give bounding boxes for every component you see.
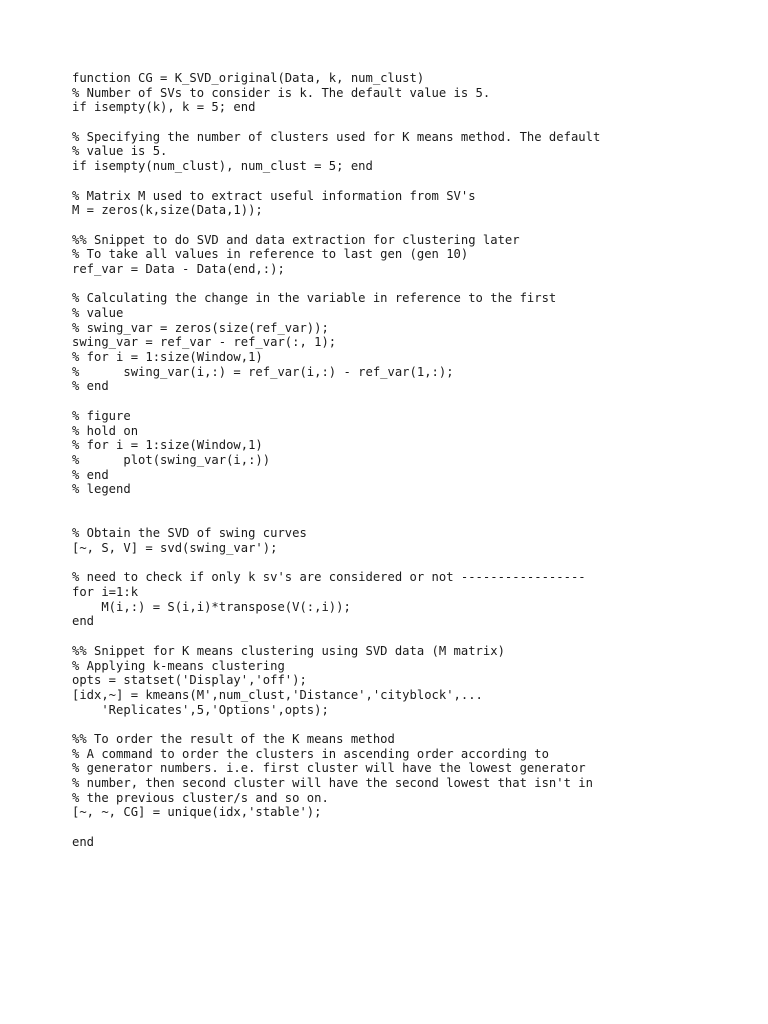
code-line <box>72 820 752 835</box>
code-line <box>72 556 752 571</box>
code-line: % Calculating the change in the variable in reference to the first <box>72 291 557 306</box>
code-line: % for i = 1:size(Window,1) <box>72 350 263 365</box>
code-line: swing_var = ref_var - ref_var(:, 1); <box>72 335 337 350</box>
code-line: if isempty(num_clust), num_clust = 5; end <box>72 159 373 174</box>
code-line: opts = statset('Display','off'); <box>72 673 307 688</box>
code-line: for i=1:k <box>72 585 139 600</box>
code-line: % Obtain the SVD of swing curves <box>72 526 307 541</box>
code-line <box>72 512 752 527</box>
code-line <box>72 717 752 732</box>
code-line: % Applying k-means clustering <box>72 658 285 673</box>
code-line: % value is 5. <box>72 144 168 159</box>
code-line <box>72 629 752 644</box>
code-line <box>72 277 752 292</box>
code-line: % for i = 1:size(Window,1) <box>72 438 263 453</box>
code-line <box>72 218 752 233</box>
code-line <box>72 174 752 189</box>
code-line: % number, then second cluster will have the second lowest that isn't in <box>72 776 593 790</box>
code-line <box>72 394 752 409</box>
code-line: % Specifying the number of clusters used for K means method. The default <box>72 129 601 144</box>
code-line: % To take all values in reference to last gen (gen 10) <box>72 247 469 262</box>
code-line: % Number of SVs to consider is k. The default value is 5. <box>72 85 491 100</box>
code-line: % the previous cluster/s and so on. <box>72 790 329 805</box>
code-line: if isempty(k), k = 5; end <box>72 100 256 115</box>
code-line: [~, S, V] = svd(swing_var'); <box>72 541 278 555</box>
code-line: % figure <box>72 408 131 423</box>
code-line: function CG = K_SVD_original(Data, k, num_clust) <box>72 71 425 85</box>
code-line: [~, ~, CG] = unique(idx,'stable'); <box>72 805 322 820</box>
code-line: % A command to order the clusters in ascending order according to <box>72 746 549 761</box>
code-line: % plot(swing_var(i,:)) <box>72 452 271 467</box>
code-line <box>72 115 752 130</box>
code-line: % generator numbers. i.e. first cluster will have the lowest generator <box>72 761 586 776</box>
code-line: M = zeros(k,size(Data,1)); <box>72 203 263 218</box>
code-line: 'Replicates',5,'Options',opts); <box>72 702 329 717</box>
code-line: end <box>72 614 95 629</box>
code-line <box>72 497 752 512</box>
code-listing <box>72 71 752 849</box>
code-line: % swing_var = zeros(size(ref_var)); <box>72 320 329 335</box>
code-line: % swing_var(i,:) = ref_var(i,:) - ref_var(1,:); <box>72 364 454 379</box>
code-line: ref_var = Data - Data(end,:); <box>72 261 285 276</box>
code-line: end <box>72 834 95 849</box>
code-line: % legend <box>72 482 131 497</box>
code-line: % end <box>72 379 109 394</box>
code-line: % end <box>72 467 109 482</box>
code-line: % value <box>72 306 124 320</box>
code-line: %% To order the result of the K means method <box>72 731 395 746</box>
code-line: M(i,:) = S(i,i)*transpose(V(:,i)); <box>72 599 351 614</box>
code-line: % hold on <box>72 423 139 438</box>
code-line: [idx,~] = kmeans(M',num_clust,'Distance','cityblock',... <box>72 687 483 702</box>
code-line: %% Snippet for K means clustering using SVD data (M matrix) <box>72 643 505 658</box>
code-line: % Matrix M used to extract useful information from SV's <box>72 188 476 203</box>
code-line: % need to check if only k sv's are considered or not ----------------- <box>72 570 586 585</box>
code-line: %% Snippet to do SVD and data extraction for clustering later <box>72 232 520 247</box>
